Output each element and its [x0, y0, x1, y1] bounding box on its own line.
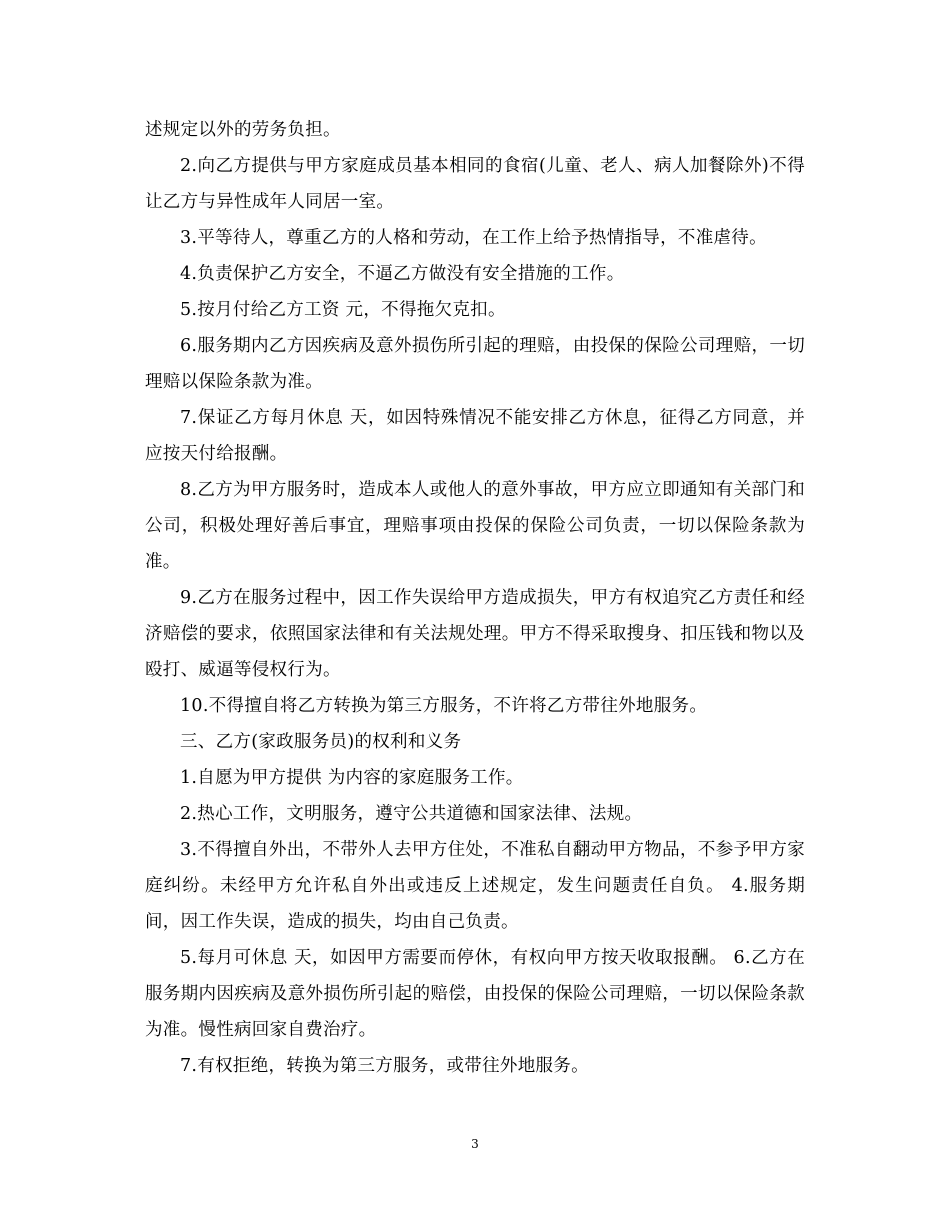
page-number: 3	[471, 1137, 479, 1151]
paragraph-b-item-2: 2.热心工作，文明服务，遵守公共道德和国家法律、法规。	[180, 804, 643, 824]
paragraph-continuation: 述规定以外的劳务负担。	[145, 120, 341, 140]
paragraph-b-item-7: 7.有权拒绝，转换为第三方服务，或带往外地服务。	[180, 1056, 589, 1076]
document-body	[145, 112, 805, 1084]
paragraph-item-6-insurance: 6.服务期内乙方因疾病及意外损伤所引起的理赔，由投保的保险公司理赔，一切理赔以保险条款为准。	[145, 336, 805, 392]
paragraph-item-8-accident: 8.乙方为甲方服务时，造成本人或他人的意外事故，甲方应立即通知有关部门和公司，积极处理好善后事宜，理赔事项由投保的保险公司负责，一切以保险条款为准。	[145, 480, 805, 572]
paragraph-item-3-respect: 3.平等待人，尊重乙方的人格和劳动，在工作上给予热情指导，不准虐待。	[180, 228, 767, 248]
paragraph-b-item-3-4: 3.不得擅自外出，不带外人去甲方住处，不准私自翻动甲方物品，不参予甲方家庭纠纷。未经甲方允许私自外出或违反上述规定，发生问题责任自负。 4.服务期间，因工作失误，造成的损失，均由自己负责。	[145, 840, 805, 932]
paragraph-b-item-1: 1.自愿为甲方提供 为内容的家庭服务工作。	[180, 768, 524, 788]
paragraph-item-7-rest: 7.保证乙方每月休息 天，如因特殊情况不能安排乙方休息，征得乙方同意，并应按天付给报酬。	[145, 408, 805, 464]
paragraph-item-4-safety: 4.负责保护乙方安全，不逼乙方做没有安全措施的工作。	[180, 264, 625, 284]
section-heading-party-b: 三、乙方(家政服务员)的权利和义务	[180, 732, 462, 752]
paragraph-item-10-transfer: 10.不得擅自将乙方转换为第三方服务，不许将乙方带往外地服务。	[180, 696, 708, 716]
paragraph-b-item-5-6: 5.每月可休息 天，如因甲方需要而停休，有权向甲方按天收取报酬。 6.乙方在服务期内因疾病及意外损伤所引起的赔偿，由投保的保险公司理赔，一切以保险条款为准。慢性病回家自费治疗。	[145, 948, 805, 1040]
paragraph-item-2-lodging: 2.向乙方提供与甲方家庭成员基本相同的食宿(儿童、老人、病人加餐除外)不得让乙方与异性成年人同居一室。	[145, 156, 805, 212]
paragraph-item-9-loss: 9.乙方在服务过程中，因工作失误给甲方造成损失，甲方有权追究乙方责任和经济赔偿的要求，依照国家法律和有关法规处理。甲方不得采取搜身、扣压钱和物以及殴打、威逼等侵权行为。	[145, 588, 805, 680]
paragraph-item-5-wages: 5.按月付给乙方工资 元，不得拖欠克扣。	[180, 300, 506, 320]
